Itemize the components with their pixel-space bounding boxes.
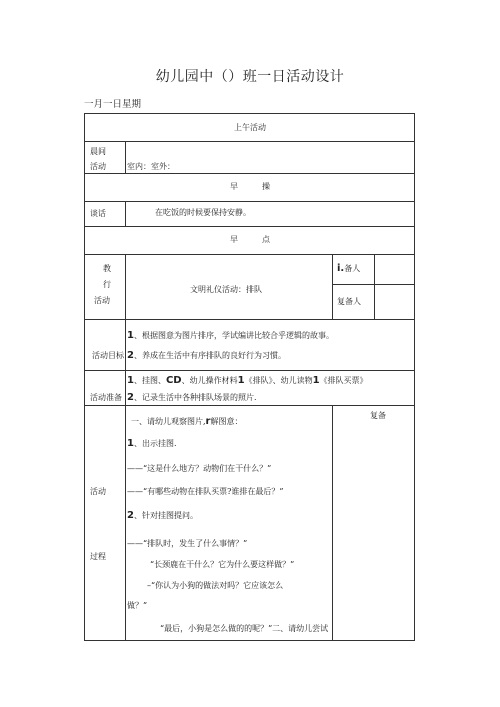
ready-1-b: 、幼儿操作材料 <box>181 376 238 385</box>
exercise-row: 早 操 <box>230 182 270 191</box>
prep-person <box>337 264 360 274</box>
ready-1 <box>127 376 368 386</box>
snack-row: 早 点 <box>230 235 270 244</box>
process-line-9: 做？” <box>127 601 148 610</box>
process-label: 过程 <box>90 552 106 561</box>
table-rule <box>125 254 126 640</box>
goal-2 <box>127 351 286 361</box>
ready-2-num: 2 <box>127 392 134 403</box>
table-rule <box>374 254 375 319</box>
process-line-5 <box>127 511 198 521</box>
process-line-5-num: 2 <box>127 510 134 521</box>
ready-2-text: 、记录生活中各种排队场景的照片. <box>133 393 257 402</box>
table-rule <box>84 141 415 142</box>
process-line-5-text: 、针对挂图提问。 <box>133 511 198 520</box>
process-line-10: “最后，小狗是怎么做的的呢？”二、请幼儿尝试 <box>160 624 329 633</box>
talk-content: 在吃饭的时候要保持安静。 <box>155 208 251 217</box>
morning-content: 室内：室外： <box>127 162 175 171</box>
prep-mark: i. <box>337 263 345 274</box>
table-border <box>84 113 415 114</box>
ready-2 <box>127 393 257 403</box>
process-line-1 <box>131 417 242 427</box>
table-border <box>84 640 415 641</box>
process-line-1-b: 解图意： <box>210 417 243 426</box>
table-rule <box>84 254 415 255</box>
goal-label: 活动目标 <box>92 351 124 360</box>
teach-label: 教 <box>103 264 111 273</box>
process-line-7: “长颈鹿在干什么？它为什么要这样做？” <box>150 560 295 569</box>
process-line-2-num: 1 <box>127 438 134 449</box>
goal-1-num: 1 <box>127 330 134 341</box>
table-border <box>414 113 415 641</box>
talk-label: 谈话 <box>90 209 106 218</box>
morning-header: 上午活动 <box>234 123 266 132</box>
process-label: 活动 <box>90 487 106 496</box>
teach-label: 活动 <box>94 296 110 305</box>
table-rule <box>332 254 333 319</box>
ready-1-num2: 1 <box>237 375 245 386</box>
table-rule <box>84 319 415 320</box>
table-rule <box>84 173 415 174</box>
process-line-2-text: 、出示挂图. <box>133 439 177 448</box>
review-label: 复备 <box>370 411 386 420</box>
table-rule <box>84 405 415 406</box>
teach-label: 行 <box>103 280 111 289</box>
reprep-person: 复备人 <box>337 297 361 306</box>
table-rule <box>84 226 415 227</box>
table-rule <box>125 201 126 226</box>
teach-content: 文明礼仪活动：排队 <box>190 285 262 294</box>
date-line: 一月一日星期 <box>84 99 142 110</box>
prep-text: 备人 <box>344 264 361 273</box>
ready-1-d: 《排队买票》 <box>319 376 368 385</box>
table-rule <box>332 405 333 640</box>
ready-1-cd: CD <box>165 375 182 386</box>
process-line-8: –“你认为小狗的做法对吗？它应该怎么 <box>147 581 284 590</box>
process-line-6: ——“排队时，发生了什么事情？” <box>127 539 248 548</box>
process-line-1-a: 一、请幼儿观察图片, <box>131 417 206 426</box>
goal-1 <box>127 331 334 341</box>
page-title: 幼儿园中（）班一日活动设计 <box>155 69 345 85</box>
ready-1-c: 《排队》、幼儿读物 <box>244 376 313 385</box>
ready-1-num: 1 <box>127 375 134 386</box>
morning-label: 晨间 <box>90 147 106 156</box>
ready-label: 活动准备 <box>90 393 122 402</box>
ready-1-a: 、挂图、 <box>133 376 166 385</box>
table-rule <box>84 201 415 202</box>
process-line-4: ——“有哪些动物在排队买票?谁排在最后？” <box>127 487 284 496</box>
process-line-3: ——“这是什么地方？动物们在干什么？” <box>127 464 272 473</box>
process-line-1-mark: r <box>205 416 211 427</box>
goal-1-text: 、根据图意为图片排序，学试编讲比较合乎逻辑的故事。 <box>133 331 334 340</box>
table-rule <box>84 370 415 371</box>
goal-2-text: 、养成在生活中有序排队的良好行为习惯。 <box>133 351 286 360</box>
table-rule <box>125 141 126 173</box>
process-line-2 <box>127 439 177 449</box>
ready-1-num3: 1 <box>312 375 320 386</box>
goal-2-num: 2 <box>127 350 134 361</box>
morning-label: 活动 <box>90 162 106 171</box>
table-border <box>84 113 85 641</box>
